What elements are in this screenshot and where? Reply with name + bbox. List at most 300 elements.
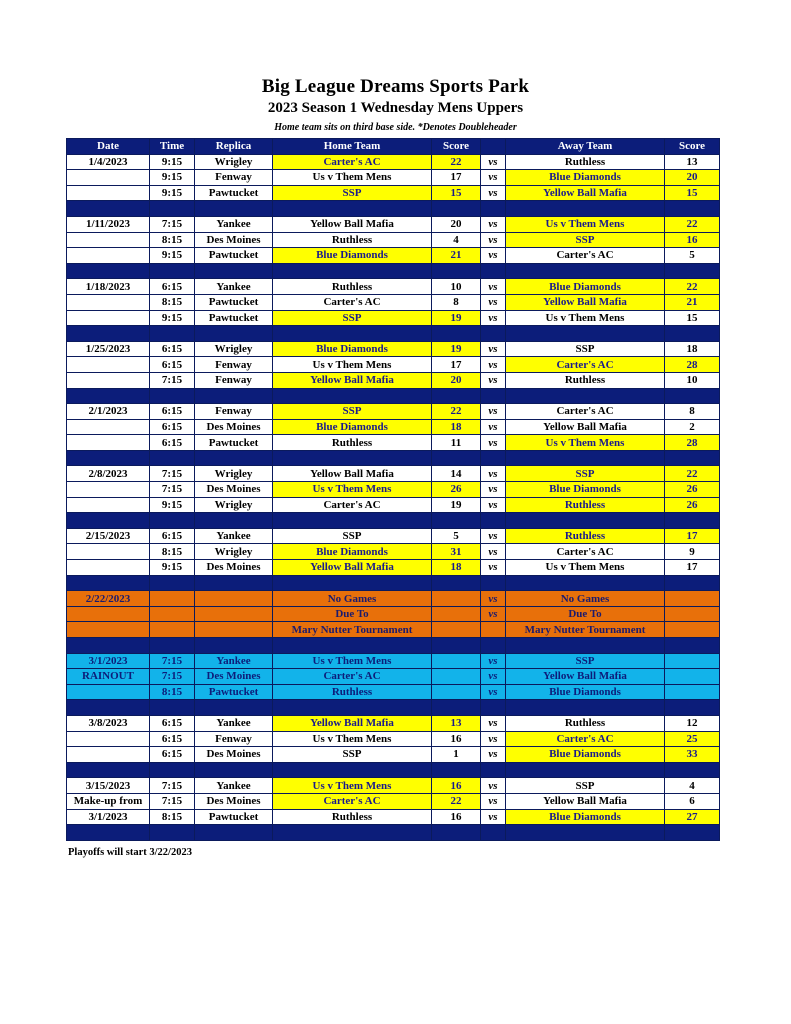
separator-cell [150, 638, 195, 654]
replica-cell: Pawtucket [195, 294, 273, 310]
game-row [67, 715, 720, 731]
vs-cell: vs [481, 809, 506, 825]
away-team-cell: Carter's AC [506, 357, 665, 373]
game-row [67, 544, 720, 560]
away-score-cell: 17 [665, 560, 720, 576]
page-title: Big League Dreams Sports Park [261, 76, 530, 97]
away-score-cell: 25 [665, 731, 720, 747]
col-header-home-score: Score [432, 139, 481, 155]
time-cell: 9:15 [150, 560, 195, 576]
separator-cell [432, 326, 481, 342]
separator-cell [195, 263, 273, 279]
week-separator [67, 638, 720, 654]
replica-cell: Des Moines [195, 747, 273, 763]
replica-cell: Pawtucket [195, 310, 273, 326]
separator-cell [273, 825, 432, 841]
separator-cell [195, 450, 273, 466]
away-score-cell: 6 [665, 793, 720, 809]
away-score-cell: 33 [665, 747, 720, 763]
separator-cell [665, 638, 720, 654]
separator-cell [665, 326, 720, 342]
separator-cell [195, 700, 273, 716]
time-cell: 7:15 [150, 482, 195, 498]
time-cell [150, 606, 195, 622]
date-cell [67, 497, 150, 513]
game-row [67, 372, 720, 388]
time-cell: 6:15 [150, 731, 195, 747]
game-row [67, 357, 720, 373]
away-score-cell: 27 [665, 809, 720, 825]
replica-cell: Yankee [195, 778, 273, 794]
time-cell: 6:15 [150, 715, 195, 731]
vs-cell: vs [481, 482, 506, 498]
separator-cell [481, 575, 506, 591]
home-score-cell: 19 [432, 341, 481, 357]
home-team-cell: Ruthless [273, 809, 432, 825]
time-cell [150, 591, 195, 607]
separator-cell [273, 700, 432, 716]
home-team-cell: Yellow Ball Mafia [273, 216, 432, 232]
home-score-cell: 15 [432, 185, 481, 201]
time-cell: 7:15 [150, 653, 195, 669]
separator-cell [506, 201, 665, 217]
separator-cell [273, 326, 432, 342]
away-team-cell: Us v Them Mens [506, 560, 665, 576]
vs-cell: vs [481, 606, 506, 622]
replica-cell: Wrigley [195, 154, 273, 170]
vs-cell [481, 622, 506, 638]
home-team-cell: Carter's AC [273, 669, 432, 685]
home-score-cell: 1 [432, 747, 481, 763]
away-team-cell: Ruthless [506, 372, 665, 388]
date-cell [67, 731, 150, 747]
home-team-cell: No Games [273, 591, 432, 607]
home-team-cell: Carter's AC [273, 294, 432, 310]
separator-cell [506, 263, 665, 279]
time-cell: 6:15 [150, 357, 195, 373]
away-score-cell: 28 [665, 357, 720, 373]
vs-cell: vs [481, 404, 506, 420]
time-cell: 9:15 [150, 248, 195, 264]
replica-cell: Wrigley [195, 341, 273, 357]
separator-cell [506, 762, 665, 778]
separator-cell [67, 263, 150, 279]
away-team-cell: Blue Diamonds [506, 170, 665, 186]
game-row [67, 778, 720, 794]
vs-cell: vs [481, 419, 506, 435]
home-score-cell: 10 [432, 279, 481, 295]
separator-cell [481, 638, 506, 654]
away-score-cell: 10 [665, 372, 720, 388]
home-team-cell: Blue Diamonds [273, 341, 432, 357]
separator-cell [150, 700, 195, 716]
home-score-cell: 26 [432, 482, 481, 498]
week-separator [67, 450, 720, 466]
home-score-cell [432, 684, 481, 700]
replica-cell [195, 591, 273, 607]
date-cell: 2/22/2023 [67, 591, 150, 607]
away-team-cell: Blue Diamonds [506, 809, 665, 825]
separator-cell [195, 201, 273, 217]
game-row [67, 435, 720, 451]
time-cell: 6:15 [150, 279, 195, 295]
replica-cell: Fenway [195, 357, 273, 373]
home-team-cell: SSP [273, 528, 432, 544]
game-row [67, 232, 720, 248]
home-team-cell: Carter's AC [273, 154, 432, 170]
vs-cell: vs [481, 747, 506, 763]
separator-cell [150, 825, 195, 841]
home-team-cell: SSP [273, 404, 432, 420]
game-row [67, 560, 720, 576]
col-header-vs [481, 139, 506, 155]
separator-cell [432, 575, 481, 591]
home-team-cell: Us v Them Mens [273, 731, 432, 747]
date-cell [67, 294, 150, 310]
separator-cell [195, 388, 273, 404]
separator-cell [506, 326, 665, 342]
away-team-cell: Yellow Ball Mafia [506, 294, 665, 310]
away-team-cell: Carter's AC [506, 544, 665, 560]
home-score-cell: 19 [432, 497, 481, 513]
vs-cell: vs [481, 185, 506, 201]
separator-cell [432, 388, 481, 404]
home-score-cell: 18 [432, 560, 481, 576]
away-score-cell: 4 [665, 778, 720, 794]
separator-cell [665, 575, 720, 591]
game-row [67, 404, 720, 420]
replica-cell: Yankee [195, 528, 273, 544]
vs-cell: vs [481, 232, 506, 248]
vs-cell: vs [481, 669, 506, 685]
separator-cell [150, 762, 195, 778]
separator-cell [481, 201, 506, 217]
date-cell [67, 482, 150, 498]
date-cell [67, 248, 150, 264]
away-score-cell [665, 622, 720, 638]
game-row [67, 606, 720, 622]
date-cell [67, 747, 150, 763]
replica-cell: Fenway [195, 372, 273, 388]
away-team-cell: No Games [506, 591, 665, 607]
separator-cell [273, 450, 432, 466]
away-score-cell: 28 [665, 435, 720, 451]
separator-cell [481, 388, 506, 404]
vs-cell: vs [481, 653, 506, 669]
game-row [67, 669, 720, 685]
home-score-cell [432, 622, 481, 638]
replica-cell: Fenway [195, 170, 273, 186]
away-score-cell [665, 606, 720, 622]
separator-cell [665, 762, 720, 778]
date-cell: 2/15/2023 [67, 528, 150, 544]
separator-cell [506, 450, 665, 466]
separator-cell [150, 201, 195, 217]
col-header-replica: Replica [195, 139, 273, 155]
game-row [67, 731, 720, 747]
date-cell [67, 419, 150, 435]
home-score-cell: 18 [432, 419, 481, 435]
time-cell: 8:15 [150, 294, 195, 310]
separator-cell [481, 326, 506, 342]
game-row [67, 341, 720, 357]
home-team-cell: Yellow Ball Mafia [273, 372, 432, 388]
away-score-cell: 9 [665, 544, 720, 560]
replica-cell [195, 606, 273, 622]
away-team-cell: SSP [506, 653, 665, 669]
home-score-cell: 13 [432, 715, 481, 731]
separator-cell [195, 638, 273, 654]
replica-cell [195, 622, 273, 638]
home-score-cell [432, 606, 481, 622]
away-team-cell: Carter's AC [506, 248, 665, 264]
separator-cell [67, 700, 150, 716]
replica-cell: Des Moines [195, 232, 273, 248]
away-score-cell: 2 [665, 419, 720, 435]
separator-cell [150, 326, 195, 342]
home-score-cell: 31 [432, 544, 481, 560]
date-cell: 3/15/2023 [67, 778, 150, 794]
vs-cell: vs [481, 279, 506, 295]
away-team-cell: Blue Diamonds [506, 482, 665, 498]
game-row [67, 466, 720, 482]
time-cell [150, 622, 195, 638]
away-team-cell: SSP [506, 232, 665, 248]
replica-cell: Des Moines [195, 793, 273, 809]
away-score-cell [665, 669, 720, 685]
game-row [67, 310, 720, 326]
col-header-away-team: Away Team [506, 139, 665, 155]
vs-cell: vs [481, 684, 506, 700]
vs-cell: vs [481, 310, 506, 326]
separator-cell [273, 575, 432, 591]
date-cell [67, 606, 150, 622]
separator-cell [195, 762, 273, 778]
separator-cell [67, 638, 150, 654]
date-cell: 1/25/2023 [67, 341, 150, 357]
game-row [67, 591, 720, 607]
date-cell: 3/1/2023 [67, 809, 150, 825]
separator-cell [67, 513, 150, 529]
home-team-cell: Carter's AC [273, 793, 432, 809]
separator-cell [506, 638, 665, 654]
separator-cell [195, 575, 273, 591]
time-cell: 6:15 [150, 404, 195, 420]
separator-cell [150, 575, 195, 591]
vs-cell: vs [481, 372, 506, 388]
home-team-cell: Us v Them Mens [273, 482, 432, 498]
away-score-cell: 18 [665, 341, 720, 357]
vs-cell: vs [481, 466, 506, 482]
game-row [67, 497, 720, 513]
time-cell: 7:15 [150, 372, 195, 388]
home-score-cell: 5 [432, 528, 481, 544]
home-team-cell: SSP [273, 747, 432, 763]
vs-cell: vs [481, 357, 506, 373]
away-team-cell: Us v Them Mens [506, 310, 665, 326]
vs-cell: vs [481, 294, 506, 310]
vs-cell: vs [481, 560, 506, 576]
separator-cell [665, 700, 720, 716]
game-row [67, 154, 720, 170]
date-cell: 1/18/2023 [67, 279, 150, 295]
vs-cell: vs [481, 154, 506, 170]
away-team-cell: Blue Diamonds [506, 684, 665, 700]
separator-cell [665, 263, 720, 279]
date-cell [67, 310, 150, 326]
separator-cell [506, 825, 665, 841]
separator-cell [67, 326, 150, 342]
home-team-cell: Blue Diamonds [273, 248, 432, 264]
away-team-cell: Us v Them Mens [506, 435, 665, 451]
week-separator [67, 201, 720, 217]
game-row [67, 216, 720, 232]
away-team-cell: Ruthless [506, 497, 665, 513]
home-score-cell: 16 [432, 809, 481, 825]
home-team-cell: Ruthless [273, 435, 432, 451]
home-score-cell: 20 [432, 372, 481, 388]
date-cell [67, 684, 150, 700]
week-separator [67, 575, 720, 591]
home-team-cell: Us v Them Mens [273, 778, 432, 794]
header-row [67, 139, 720, 155]
separator-cell [67, 201, 150, 217]
separator-cell [150, 450, 195, 466]
home-score-cell: 4 [432, 232, 481, 248]
home-team-cell: Us v Them Mens [273, 653, 432, 669]
separator-cell [195, 825, 273, 841]
separator-cell [665, 388, 720, 404]
away-team-cell: Carter's AC [506, 731, 665, 747]
time-cell: 7:15 [150, 466, 195, 482]
separator-cell [67, 450, 150, 466]
time-cell: 8:15 [150, 544, 195, 560]
away-team-cell: Us v Them Mens [506, 216, 665, 232]
game-row [67, 684, 720, 700]
away-score-cell: 22 [665, 466, 720, 482]
replica-cell: Des Moines [195, 482, 273, 498]
time-cell: 7:15 [150, 778, 195, 794]
date-cell [67, 435, 150, 451]
game-row [67, 482, 720, 498]
away-score-cell: 20 [665, 170, 720, 186]
replica-cell: Des Moines [195, 669, 273, 685]
replica-cell: Des Moines [195, 419, 273, 435]
replica-cell: Yankee [195, 279, 273, 295]
date-cell: RAINOUT [67, 669, 150, 685]
separator-cell [432, 513, 481, 529]
date-cell: 2/1/2023 [67, 404, 150, 420]
home-team-cell: Ruthless [273, 232, 432, 248]
home-team-cell: Ruthless [273, 279, 432, 295]
away-score-cell: 15 [665, 310, 720, 326]
away-team-cell: Yellow Ball Mafia [506, 419, 665, 435]
separator-cell [273, 762, 432, 778]
vs-cell: vs [481, 544, 506, 560]
away-score-cell [665, 684, 720, 700]
replica-cell: Wrigley [195, 466, 273, 482]
separator-cell [665, 513, 720, 529]
replica-cell: Pawtucket [195, 809, 273, 825]
time-cell: 9:15 [150, 185, 195, 201]
away-team-cell: Ruthless [506, 154, 665, 170]
vs-cell: vs [481, 731, 506, 747]
separator-cell [665, 450, 720, 466]
separator-cell [432, 201, 481, 217]
replica-cell: Pawtucket [195, 248, 273, 264]
playoffs-note: Playoffs will start 3/22/2023 [68, 847, 192, 858]
week-separator [67, 762, 720, 778]
vs-cell: vs [481, 778, 506, 794]
time-cell: 7:15 [150, 669, 195, 685]
replica-cell: Pawtucket [195, 684, 273, 700]
separator-cell [273, 388, 432, 404]
time-cell: 9:15 [150, 497, 195, 513]
away-score-cell [665, 591, 720, 607]
replica-cell: Yankee [195, 653, 273, 669]
separator-cell [481, 700, 506, 716]
separator-cell [150, 513, 195, 529]
game-row [67, 622, 720, 638]
separator-cell [432, 700, 481, 716]
vs-cell: vs [481, 591, 506, 607]
separator-cell [506, 575, 665, 591]
game-row [67, 185, 720, 201]
home-team-cell: Yellow Ball Mafia [273, 466, 432, 482]
separator-cell [506, 700, 665, 716]
separator-cell [665, 201, 720, 217]
home-score-cell: 19 [432, 310, 481, 326]
away-score-cell: 8 [665, 404, 720, 420]
away-team-cell: Carter's AC [506, 404, 665, 420]
away-score-cell: 22 [665, 216, 720, 232]
away-score-cell: 13 [665, 154, 720, 170]
away-team-cell: Blue Diamonds [506, 279, 665, 295]
game-row [67, 279, 720, 295]
separator-cell [273, 263, 432, 279]
home-score-cell: 22 [432, 793, 481, 809]
separator-cell [432, 263, 481, 279]
home-team-cell: Due To [273, 606, 432, 622]
game-row [67, 294, 720, 310]
home-score-cell: 20 [432, 216, 481, 232]
separator-cell [67, 575, 150, 591]
game-row [67, 170, 720, 186]
separator-cell [150, 263, 195, 279]
week-separator [67, 700, 720, 716]
time-cell: 9:15 [150, 154, 195, 170]
home-score-cell: 14 [432, 466, 481, 482]
game-row [67, 419, 720, 435]
home-team-cell: SSP [273, 185, 432, 201]
separator-cell [481, 263, 506, 279]
home-score-cell: 11 [432, 435, 481, 451]
away-team-cell: Yellow Ball Mafia [506, 793, 665, 809]
game-row [67, 747, 720, 763]
home-team-cell: Mary Nutter Tournament [273, 622, 432, 638]
away-score-cell: 26 [665, 482, 720, 498]
replica-cell: Pawtucket [195, 185, 273, 201]
separator-cell [432, 638, 481, 654]
home-score-cell [432, 653, 481, 669]
separator-cell [195, 513, 273, 529]
time-cell: 9:15 [150, 310, 195, 326]
away-score-cell [665, 653, 720, 669]
date-cell [67, 622, 150, 638]
col-header-time: Time [150, 139, 195, 155]
home-score-cell: 22 [432, 154, 481, 170]
game-row [67, 809, 720, 825]
